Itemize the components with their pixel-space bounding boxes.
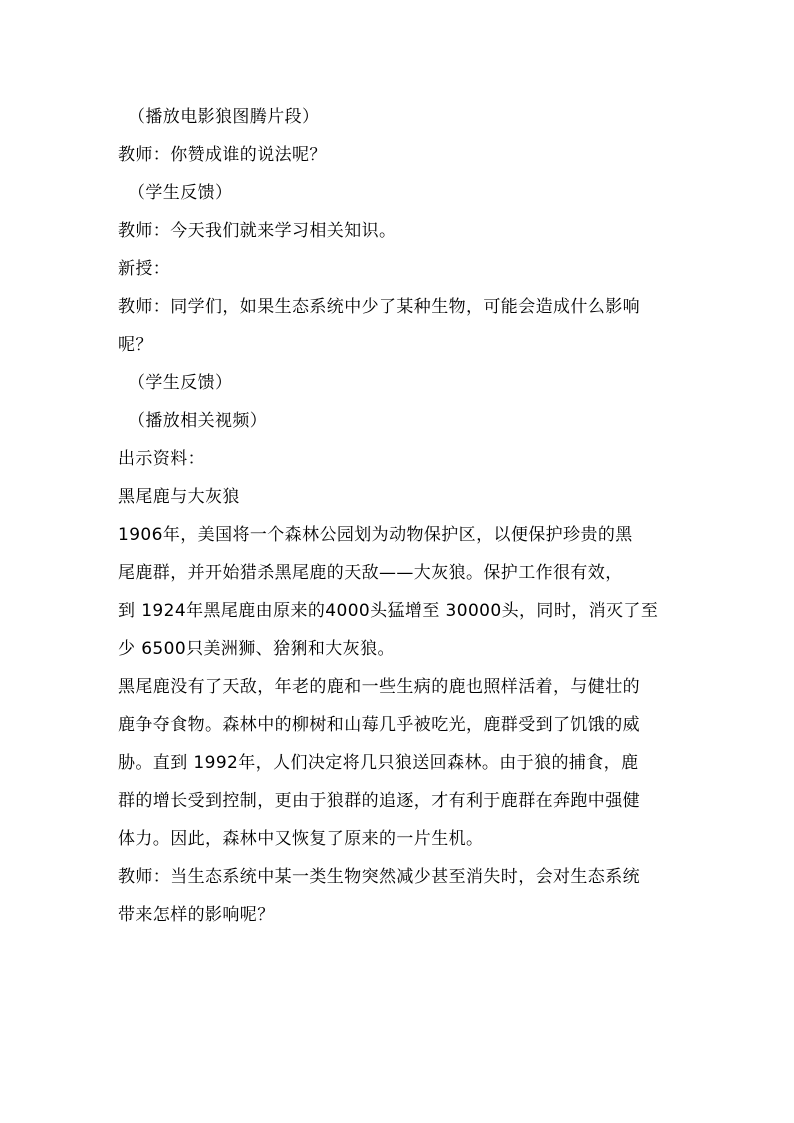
material-paragraph-2-line-2: 鹿争夺食物。森林中的柳树和山莓几乎被吃光，鹿群受到了饥饿的威	[118, 715, 640, 735]
material-paragraph-1-line-2: 尾鹿群，并开始猎杀黑尾鹿的天敌——大灰狼。保护工作很有效，	[118, 563, 623, 583]
section-heading-new-lesson: 新授：	[118, 259, 171, 279]
material-paragraph-2-line-4: 群的增长受到控制，更由于狼群的追逐，才有利于鹿群在奔跑中强健	[118, 791, 640, 811]
material-title: 黑尾鹿与大灰狼	[118, 487, 240, 507]
teacher-line-question: 教师：你赞成谁的说法呢？	[118, 145, 327, 165]
teacher-line-final-question-cont: 带来怎样的影响呢？	[118, 905, 275, 925]
material-paragraph-2-line-5: 体力。因此，森林中又恢复了原来的一片生机。	[118, 829, 484, 849]
student-feedback-1: （学生反馈）	[128, 183, 233, 203]
teacher-line-final-question: 教师：当生态系统中某一类生物突然减少甚至消失时，会对生态系统	[118, 867, 640, 887]
stage-direction-film-clip: （播放电影狼图腾片段）	[128, 107, 320, 127]
teacher-line-ecosystem-question: 教师：同学们，如果生态系统中少了某种生物，可能会造成什么影响	[118, 297, 640, 317]
material-paragraph-1-line-3: 到 1924年黑尾鹿由原来的4000头猛增至 30000头，同时，消灭了至	[118, 601, 659, 621]
document-body	[118, 98, 680, 934]
material-paragraph-2-line-3: 胁。直到 1992年，人们决定将几只狼送回森林。由于狼的捕食，鹿	[118, 753, 639, 773]
material-paragraph-2-line-1: 黑尾鹿没有了天敌，年老的鹿和一些生病的鹿也照样活着，与健壮的	[118, 677, 640, 697]
stage-direction-video: （播放相关视频）	[128, 411, 268, 431]
material-paragraph-1-line-1: 1906年，美国将一个森林公园划为动物保护区，以便保护珍贵的黑	[118, 525, 633, 545]
teacher-line-ecosystem-question-cont: 呢？	[118, 335, 153, 355]
material-paragraph-1-line-4: 少 6500只美洲狮、猞猁和大灰狼。	[118, 639, 395, 659]
section-heading-materials: 出示资料：	[118, 449, 205, 469]
teacher-line-intro: 教师：今天我们就来学习相关知识。	[118, 221, 397, 241]
student-feedback-2: （学生反馈）	[128, 373, 233, 393]
